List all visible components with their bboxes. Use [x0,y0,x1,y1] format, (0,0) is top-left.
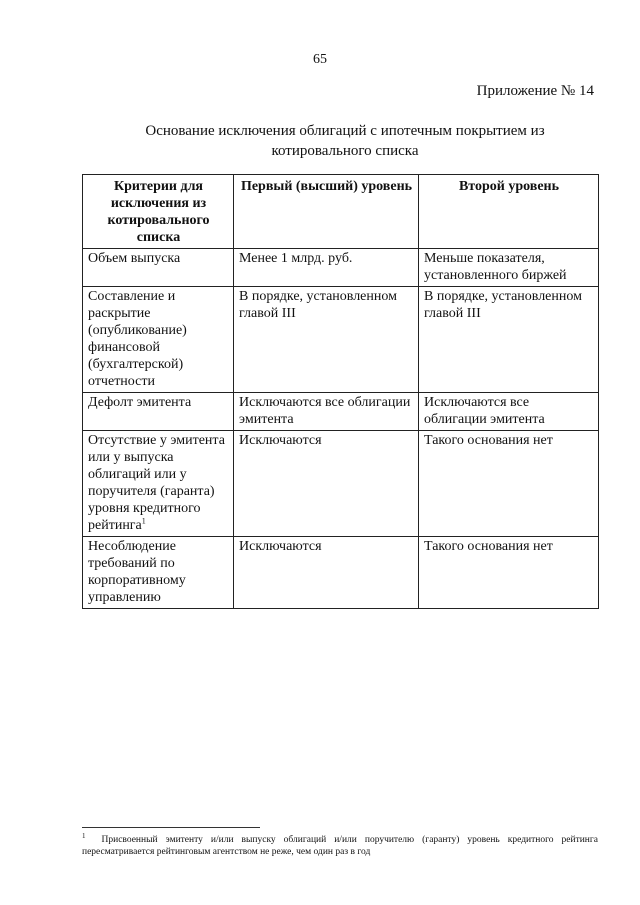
criteria-table [82,174,599,609]
footnote-divider [82,827,260,828]
table-header-row [83,175,599,249]
table-row [83,431,599,537]
header-second-level: Второй уровень [419,175,599,249]
cell-first-level: Менее 1 млрд. руб. [234,249,419,287]
cell-first-level: Исключаются [234,431,419,537]
title-line-2: котировального списка [271,143,419,159]
cell-second-level: Исключаются все облигации эмитента [419,393,599,431]
footnote-text: Присвоенный эмитенту и/или выпуску облигаций и/или поручителю (гаранту) уровень кредитного рейтинга пересматривается рейтинговым агентством не реже, чем один раз в год [82,835,598,857]
cell-criterion: Дефолт эмитента [83,393,234,431]
cell-first-level: Исключаются [234,537,419,609]
cell-second-level: В порядке, установленном главой III [419,287,599,393]
footnote [82,831,598,858]
cell-first-level: В порядке, установленном главой III [234,287,419,393]
table-row [83,393,599,431]
cell-criterion: Объем выпуска [83,249,234,287]
footnote-reference[interactable]: 1 [141,516,146,526]
cell-criterion: Составление и раскрытие (опубликование) финансовой (бухгалтерской) отчетности [83,287,234,393]
header-criteria: Критерии для исключения из котировального списка [83,175,234,249]
table-row [83,537,599,609]
header-first-level: Первый (высший) уровень [234,175,419,249]
cell-second-level: Меньше показателя, установленного биржей [419,249,599,287]
appendix-label: Приложение № 14 [476,83,594,99]
document-title [80,121,610,161]
criterion-text: Отсутствие у эмитента или у выпуска облигаций или у поручителя (гаранта) уровня кредитного рейтинга [88,433,225,533]
cell-criterion [83,431,234,537]
title-line-1: Основание исключения облигаций с ипотечным покрытием из [145,123,545,139]
cell-first-level: Исключаются все облигации эмитента [234,393,419,431]
table-row [83,249,599,287]
cell-second-level: Такого основания нет [419,431,599,537]
table-row [83,287,599,393]
footnote-marker: 1 [82,831,86,840]
cell-criterion: Несоблюдение требований по корпоративному управлению [83,537,234,609]
cell-second-level: Такого основания нет [419,537,599,609]
page-number: 65 [313,52,327,67]
